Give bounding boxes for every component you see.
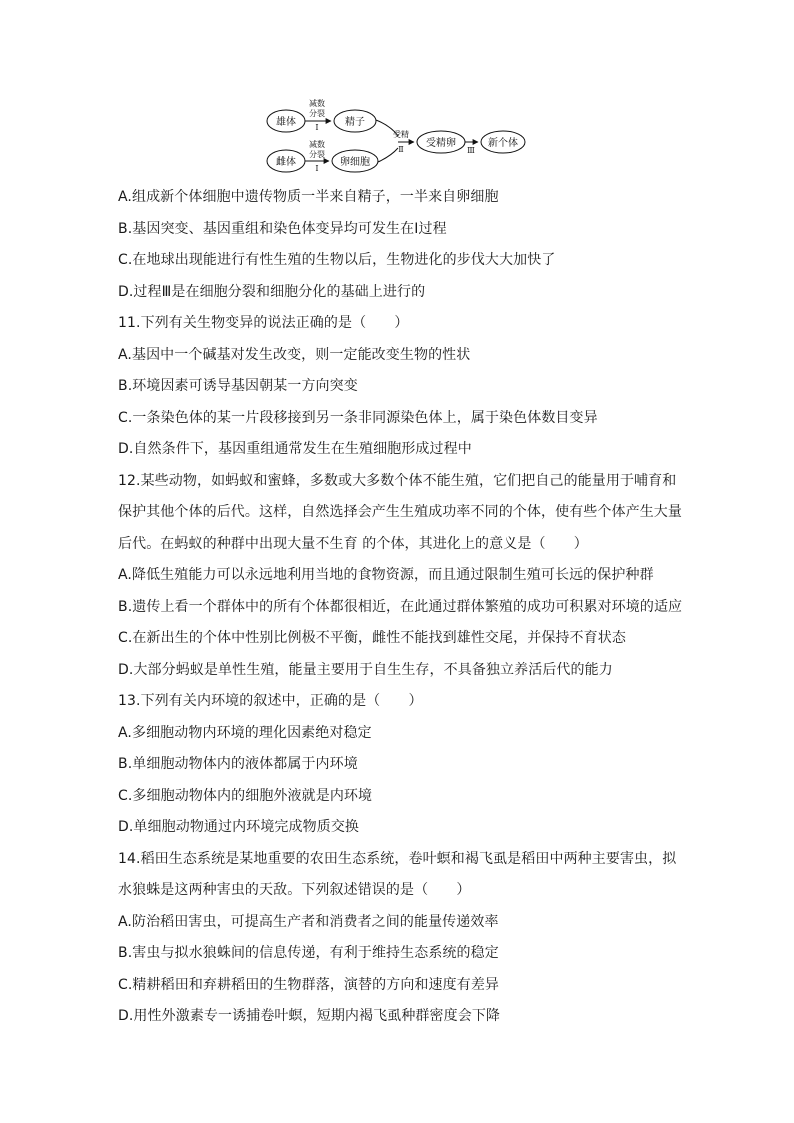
question-text <box>118 182 718 1033</box>
question-14-line2: 水狼蛛是这两种害虫的天敌。下列叙述错误的是（ ） <box>118 882 471 898</box>
meiosis-bottom-line1: 减数 <box>309 140 325 149</box>
option-13d: D.单细胞动物通过内环境完成物质交换 <box>118 819 360 835</box>
option-12d: D.大部分蚂蚁是单性生殖，能量主要用于自生生存，不具备独立养活后代的能力 <box>118 661 613 678</box>
male-label: 雄体 <box>276 117 296 128</box>
option-11b: B.环境因素可诱导基因朝某一方向突变 <box>118 378 358 394</box>
development-step: Ⅲ <box>467 146 475 155</box>
option-11c: C.一条染色体的某一片段移接到另一条非同源染色体上，属于染色体数目变异 <box>118 409 598 426</box>
option-12c: C.在新出生的个体中性别比例极不平衡，雌性不能找到雄性交尾，并保持不育状态 <box>118 630 626 646</box>
new-individual-label: 新个体 <box>488 138 518 149</box>
option-14a: A.防治稻田害虫，可提高生产者和消费者之间的能量传递效率 <box>118 913 499 930</box>
meiosis-top-line2: 分裂 <box>309 109 325 118</box>
option-14b: B.害虫与拟水狼蛛间的信息传递，有利于维持生态系统的稳定 <box>118 945 499 961</box>
egg-label: 卵细胞 <box>340 157 370 168</box>
question-11: 11.下列有关生物变异的说法正确的是（ ） <box>118 315 409 331</box>
meiosis-bottom-line2: 分裂 <box>309 150 325 159</box>
option-14d: D.用性外激素专一诱捕卷叶螟，短期内褐飞虱种群密度会下降 <box>118 1008 501 1024</box>
fertilization-label: 受精 <box>393 130 409 139</box>
zygote-label: 受精卵 <box>426 138 456 149</box>
option-10c: C.在地球出现能进行有性生殖的生物以后，生物进化的步伐大大加快了 <box>118 252 556 268</box>
question-12-line2: 保护其他个体的后代。这样，自然选择会产生生殖成功率不同的个体，使有些个体产生大量 <box>118 504 682 520</box>
question-12-line3: 后代。在蚂蚁的种群中出现大量不生育 的个体，其进化上的意义是（ ） <box>118 535 588 552</box>
sperm-label: 精子 <box>345 117 365 128</box>
option-11d: D.自然条件下，基因重组通常发生在生殖细胞形成过程中 <box>118 441 472 457</box>
meiosis-top-step: Ⅰ <box>315 123 319 132</box>
question-12-line1: 12.某些动物，如蚂蚁和蜜蜂，多数或大多数个体不能生殖，它们把自己的能量用于哺育和 <box>118 472 677 489</box>
option-12b: B.遗传上看一个群体中的所有个体都很相近，在此通过群体繁殖的成功可积累对环境的适应 <box>118 598 683 615</box>
option-13b: B.单细胞动物体内的液体都属于内环境 <box>118 756 358 772</box>
question-13: 13.下列有关内环境的叙述中，正确的是（ ） <box>118 693 423 709</box>
question-14-line1: 14.稻田生态系统是某地重要的农田生态系统，卷叶螟和褐飞虱是稻田中两种主要害虫，拟 <box>118 850 677 867</box>
fertilization-step: Ⅱ <box>398 145 404 154</box>
option-10a: A.组成新个体细胞中遗传物质一半来自精子，一半来自卵细胞 <box>118 189 499 205</box>
option-12a: A.降低生殖能力可以永远地利用当地的食物资源，而且通过限制生殖可长远的保护种群 <box>118 567 654 583</box>
option-13a: A.多细胞动物内环境的理化因素绝对稳定 <box>118 724 372 741</box>
option-10b: B.基因突变、基因重组和染色体变异均可发生在Ⅰ过程 <box>118 220 447 237</box>
option-13c: C.多细胞动物体内的细胞外液就是内环境 <box>118 787 373 804</box>
reproduction-diagram <box>0 0 794 180</box>
option-14c: C.精耕稻田和弃耕稻田的生物群落，演替的方向和速度有差异 <box>118 976 500 993</box>
option-11a: A.基因中一个碱基对发生改变，则一定能改变生物的性状 <box>118 346 471 363</box>
meiosis-top-line1: 减数 <box>309 99 325 108</box>
meiosis-bottom-step: Ⅰ <box>315 164 319 173</box>
option-10d: D.过程Ⅲ是在细胞分裂和细胞分化的基础上进行的 <box>118 283 426 300</box>
female-label: 雌体 <box>276 157 296 168</box>
